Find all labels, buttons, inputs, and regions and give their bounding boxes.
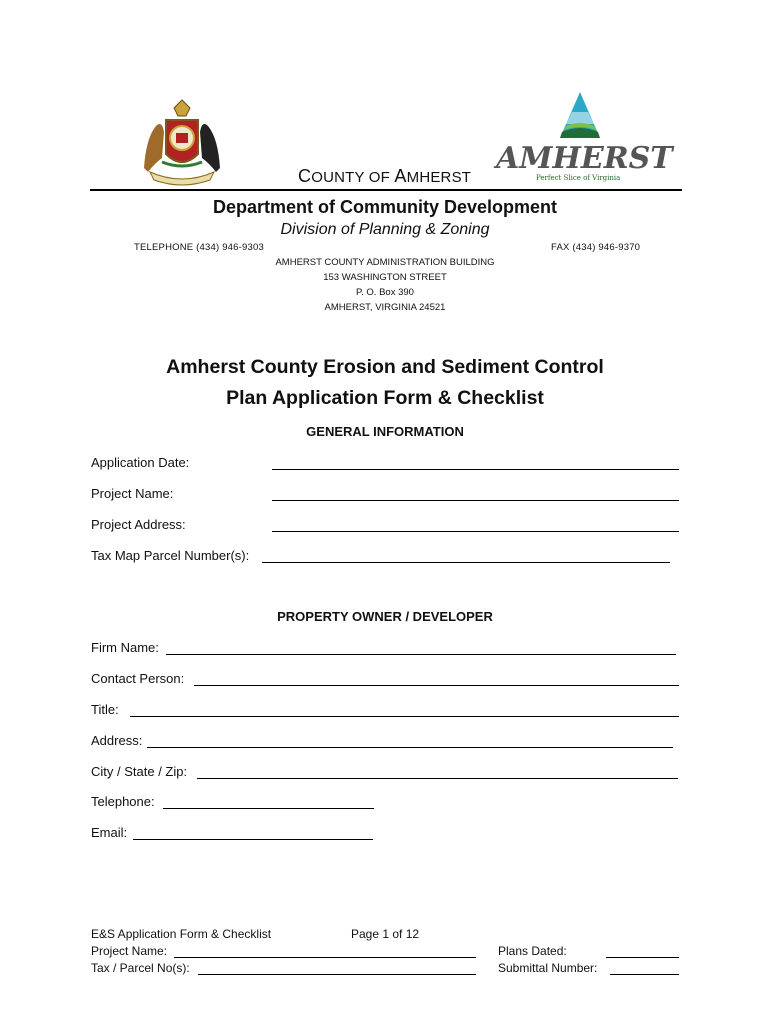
- address-label: Address:: [91, 733, 143, 748]
- address-block: [0, 255, 770, 315]
- application-date-label: Application Date:: [91, 455, 190, 470]
- project-name-field[interactable]: [272, 500, 679, 501]
- division-title: Division of Planning & Zoning: [280, 221, 490, 238]
- project-name-label: Project Name:: [91, 486, 174, 501]
- general-info-heading: GENERAL INFORMATION: [306, 424, 464, 439]
- project-address-field[interactable]: [272, 531, 679, 532]
- city-state-zip-field[interactable]: [197, 778, 678, 779]
- logo-text: AMHERST: [496, 141, 673, 176]
- application-date-field[interactable]: [272, 469, 679, 470]
- email-field[interactable]: [133, 839, 373, 840]
- footer-plans-dated-field[interactable]: [606, 957, 679, 958]
- contact-person-field[interactable]: [194, 685, 679, 686]
- address-line: AMHERST COUNTY ADMINISTRATION BUILDING: [275, 257, 495, 268]
- address-line: 153 WASHINGTON STREET: [323, 272, 447, 283]
- tax-map-label: Tax Map Parcel Number(s):: [91, 548, 250, 563]
- footer-project-name-field[interactable]: [174, 957, 476, 958]
- telephone-text: TELEPHONE (434) 946-9303: [134, 242, 264, 253]
- fax-text: FAX (434) 946-9370: [551, 242, 641, 253]
- tax-map-field[interactable]: [262, 562, 670, 563]
- footer-submittal-field[interactable]: [610, 974, 679, 975]
- footer-form-name: E&S Application Form & Checklist: [91, 927, 272, 941]
- firm-name-field[interactable]: [166, 654, 676, 655]
- department-title: Department of Community Development: [212, 197, 558, 217]
- header-divider: [90, 189, 682, 191]
- footer-submittal-label: Submittal Number:: [498, 961, 598, 975]
- owner-heading: PROPERTY OWNER / DEVELOPER: [277, 609, 493, 624]
- county-seal-icon: [136, 98, 228, 186]
- footer-project-name-label: Project Name:: [91, 944, 168, 958]
- logo-tagline: Perfect Slice of Virginia: [536, 174, 621, 182]
- city-state-zip-label: City / State / Zip:: [91, 764, 188, 779]
- project-address-label: Project Address:: [91, 517, 186, 532]
- title-field[interactable]: [130, 716, 679, 717]
- contact-person-label: Contact Person:: [91, 671, 185, 686]
- county-heading: COUNTY OF AMHERST: [298, 166, 472, 186]
- footer-parcel-field[interactable]: [198, 974, 476, 975]
- footer-page-number: Page 1 of 12: [351, 927, 420, 941]
- amherst-logo-icon: [494, 90, 673, 182]
- firm-name-label: Firm Name:: [91, 640, 159, 655]
- email-label: Email:: [91, 825, 128, 840]
- telephone-label: Telephone:: [91, 794, 155, 809]
- address-field[interactable]: [147, 747, 673, 748]
- telephone-field[interactable]: [163, 808, 374, 809]
- address-line: AMHERST, VIRGINIA 24521: [324, 302, 446, 313]
- title-label: Title:: [91, 702, 119, 717]
- address-line: P. O. Box 390: [356, 287, 414, 298]
- form-title: Amherst County Erosion and Sediment Control Plan Application Form & Checklist: [166, 356, 604, 409]
- footer-plans-dated-label: Plans Dated:: [498, 944, 567, 958]
- footer-parcel-label: Tax / Parcel No(s):: [91, 961, 190, 975]
